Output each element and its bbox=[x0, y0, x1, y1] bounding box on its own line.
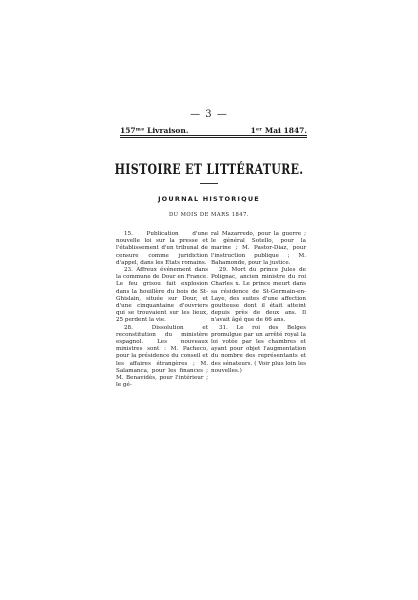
paragraph: 31. Le roi des Belges promulgue par un arrêté royal la loi votée par les chambres et ayant pour objet l'augmentation du nombre des représentants et des sénateurs. ( Voir plus loin les nouvelles.) bbox=[211, 324, 306, 374]
issue-date: 1ᵉʳ Mai 1847. bbox=[250, 126, 307, 135]
paragraph: 23. Affreux événement dans la commune de Dour en France. Le feu grisou fait explosion dans la houillère du bois de St-Ghislain, située sur Dour, et d'une cinquantaine d'ouvriers qui se trouvaient sur les lieux, 25 perdent la vie. bbox=[116, 267, 208, 324]
paragraph: 28. Dissolution et reconstitution du ministère espagnol. Les nouveaux ministres sont : M. Pacheco, pour la présidence du conseil et les affaires étrangères ; M. Salamanca, pour les finances ; M. Benavidès, pour l'intérieur ; le gé- bbox=[116, 324, 208, 389]
paragraph: 15. Publication d'une nouvelle loi sur la presse et l'établissement d'un tribunal de censure comme juridiction d'appel, dans les Etats romains. bbox=[116, 231, 208, 266]
section-title: HISTOIRE ET LITTÉRATURE. bbox=[114, 161, 304, 178]
paragraph-continued: ral Mazarredo, pour la guerre ; le général Sotello, pour la marine ; M. Pastor-Diaz, pour l'instruction publique ; M. Bahamonde, pour la justice. bbox=[211, 231, 306, 266]
right-column bbox=[211, 231, 306, 375]
issue-number: 157ᵐᵉ Livraison. bbox=[120, 126, 189, 135]
month-line: DU MOIS DE MARS 1847. bbox=[168, 212, 250, 218]
journal-title: JOURNAL HISTORIQUE bbox=[158, 195, 260, 203]
paragraph: 29. Mort du prince Jules de Polignac, ancien ministre du roi Charles x. Le prince meurt dans sa résidence de St-Germain-en-Laye, des suites d'une affection goutteuse dont il était atteint depuis près de deux ans. Il n'avait âgé que de 66 ans. bbox=[211, 267, 306, 324]
left-column bbox=[116, 231, 208, 389]
page-number: — 3 — bbox=[190, 109, 228, 120]
title-divider bbox=[200, 183, 218, 184]
header-rule bbox=[120, 135, 307, 138]
